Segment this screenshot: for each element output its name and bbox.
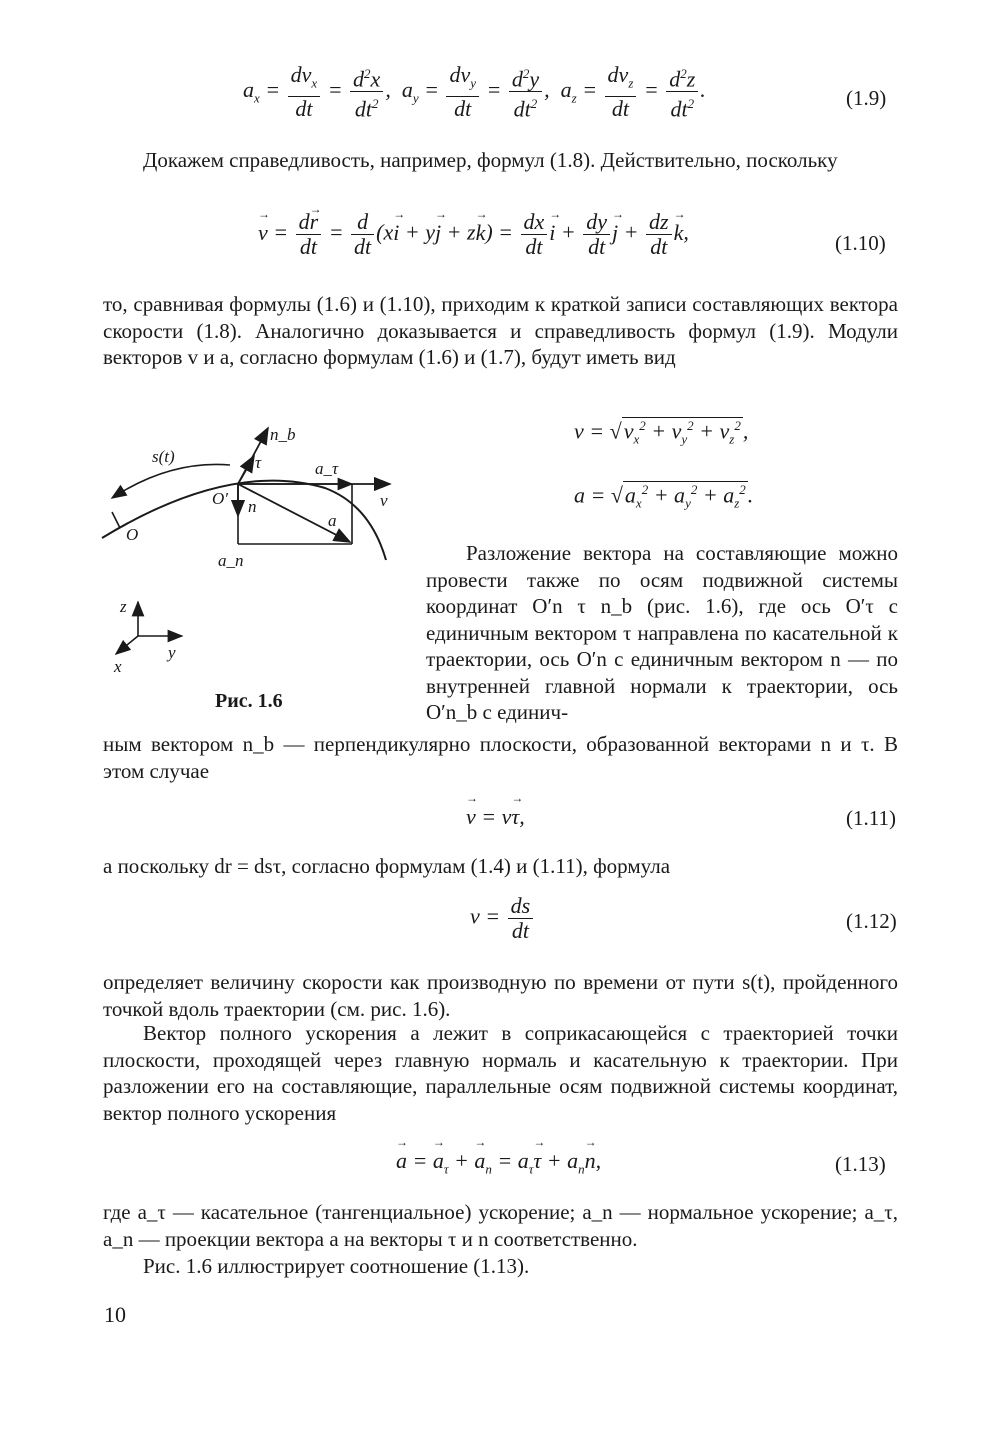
label-v: v [380, 491, 388, 510]
equation-number-1-11: (1.11) [846, 806, 896, 830]
label-n: n [248, 497, 257, 516]
label-nb: n_b [270, 425, 296, 444]
equation-1-13: → a = → $a_\tau$ + → $a_n = a_\tau\to \tau + a_n\to n$, [396, 1148, 601, 1177]
equation-number-1-9: (1.9) [846, 86, 887, 110]
label-x: x [114, 657, 122, 676]
paragraph-6: Вектор полного ускорения a лежит в соприкасающейся с траекторией точки плоскости, проходящей через главную нормаль и касательную к траектории. При разложении его на составляющие, параллельные осям подвижной системы координат, вектор полного ускорения [103, 1021, 898, 1125]
paragraph-3-continuation: ным вектором n_b — перпендикулярно плоскости, образованной векторами n и τ. В этом случае [103, 732, 898, 783]
label-y: y [168, 643, 176, 662]
paragraph-3-side: Разложение вектора на составляющие можно провести также по осям подвижной системы координат O′n τ n_b (рис. 1.6), где ось O′τ с единичным вектором τ направлена по касательной к траектории, ось O′n с единичным вектором n — по внутренней главной нормали к траектории, ось O′n_b с единич- [426, 541, 898, 724]
label-O: O [126, 525, 139, 544]
label-a-n: a_n [218, 551, 244, 570]
paragraph-4: а поскольку dr = dsτ, согласно формулам (1.4) и (1.11), формула [103, 854, 671, 878]
paragraph-5: определяет величину скорости как производную по времени от пути s(t), пройденного точкой вдоль траектории (см. рис. 1.6). [103, 970, 898, 1021]
label-z: z [120, 597, 127, 616]
figure-caption: Рис. 1.6 [215, 690, 283, 712]
equation-number-1-12: (1.12) [846, 909, 897, 933]
equation-number-1-13: (1.13) [835, 1152, 886, 1176]
equation-1-9: $a_x$ = $\frac{dv_x}{dt}$ = $\frac{d^2x}{dt^2}$ , $a_y$ = $\frac{dv_y}{dt}$ = $\frac{d^2y}{dt^2}$ , $a_z$ = $\frac{dv_z}{dt}$ = $\frac{d^2z}{dt^2}$ . [243, 62, 706, 122]
equation-1-12: v = $\frac{ds}{dt}$ [470, 894, 535, 943]
equation-number-1-10: (1.10) [835, 231, 886, 255]
equation-1-11: → v = v→ τ, [466, 804, 525, 830]
equation-v-modulus: $v = √v_x^2 + v_y^2 + v_z^2$, [574, 418, 749, 447]
label-s: s(t) [152, 447, 175, 466]
equation-a-modulus: $a = √a_x^2 + a_y^2 + a_z^2$. [574, 482, 754, 511]
equation-1-10: → v = $\frac{d\to r}{dt}$ = $\frac{d}{dt}$ (x→ i + y→ j + z→ k) = $\frac{dx}{dt}$ → i + $\frac{dy}{dt}$ → j + $\frac{dz}{dt}$ → k, [258, 210, 689, 259]
paragraph-8: Рис. 1.6 иллюстрирует соотношение (1.13). [143, 1254, 530, 1278]
label-Oprime: O′ [212, 489, 228, 508]
paragraph-7: где a_τ — касательное (тангенциальное) ускорение; a_n — нормальное ускорение; a_τ, a_n — проекции вектора a на векторы τ и n соответственно. [103, 1200, 898, 1251]
paragraph-2: то, сравнивая формулы (1.6) и (1.10), приходим к краткой записи составляющих вектора скорости (1.8). Аналогично доказывается и справедливость формул (1.9). Модули векторов v и a, согласно формулам (1.6) и (1.7), будут иметь вид [103, 292, 898, 369]
figure-1-6 [90, 420, 420, 690]
label-a-tau: a_τ [315, 459, 339, 478]
paragraph-1: Докажем справедливость, например, формул (1.8). Действительно, поскольку [143, 148, 838, 172]
page-number: 10 [104, 1302, 126, 1327]
label-tau: τ [255, 453, 262, 472]
label-a: a [328, 511, 337, 530]
trajectory-curve [102, 481, 386, 560]
nb-vector [238, 428, 268, 484]
